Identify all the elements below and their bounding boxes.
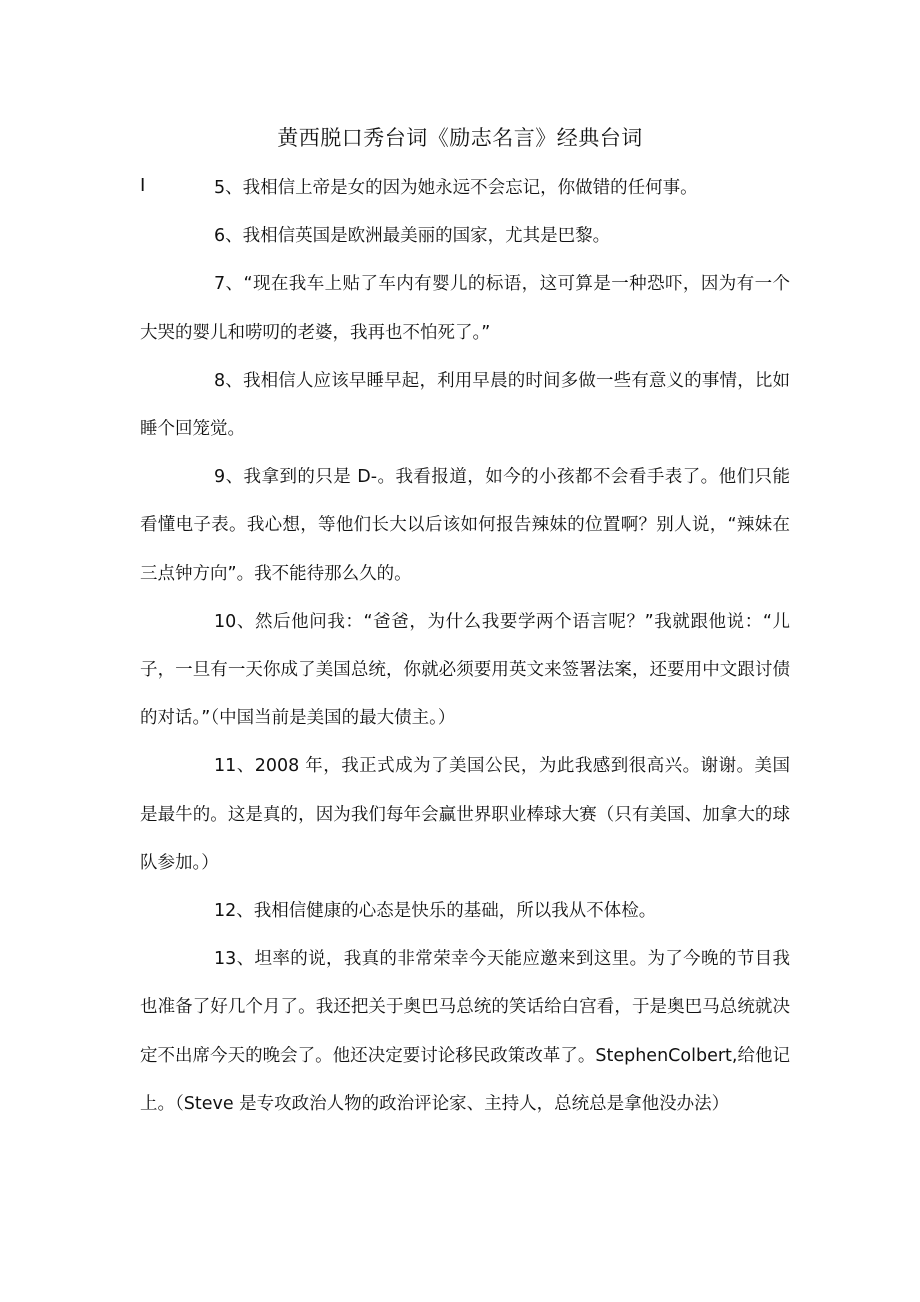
- paragraph-7: 7、“现在我车上贴了车内有婴儿的标语，这可算是一种恐吓，因为有一个大哭的婴儿和唠叨的老婆，我再也不怕死了。”: [140, 274, 790, 343]
- margin-mark: I: [140, 175, 146, 196]
- document-body: [140, 164, 790, 1128]
- paragraph-11: 11、2008 年，我正式成为了美国公民，为此我感到很高兴。谢谢。美国是最牛的。这是真的，因为我们每年会赢世界职业棒球大赛（只有美国、加拿大的球队参加。）: [140, 756, 790, 873]
- paragraph-6: 6、我相信英国是欧洲最美丽的国家，尤其是巴黎。: [214, 226, 611, 247]
- paragraph-10: 10、然后他问我：“爸爸，为什么我要学两个语言呢？”我就跟他说：“儿子，一旦有一天你成了美国总统，你就必须要用英文来签署法案，还要用中文跟讨债的对话。”（中国当前是美国的最大债主。）: [140, 611, 790, 729]
- paragraph-9: 9、我拿到的只是 D-。我看报道，如今的小孩都不会看手表了。他们只能看懂电子表。我心想，等他们长大以后该如何报告辣妹的位置啊？别人说，“辣妹在三点钟方向”。我不能待那么久的。: [140, 467, 790, 584]
- paragraph-5: 5、我相信上帝是女的因为她永远不会忘记，你做错的任何事。: [214, 178, 698, 198]
- document-title: 黄西脱口秀台词《励志名言》经典台词: [277, 126, 643, 150]
- paragraph-13: 13、坦率的说，我真的非常荣幸今天能应邀来到这里。为了今晚的节目我也准备了好几个月了。我还把关于奥巴马总统的笑话给白宫看，于是奥巴马总统就决定不出席今天的晚会了。他还决定要讨论移民政策改革了。StephenColbert,给他记上。（Steve 是专攻政治人物的政治评论家、主持人，总统总是拿他没办法）: [140, 949, 790, 1114]
- paragraph-8: 8、我相信人应该早睡早起，利用早晨的时间多做一些有意义的事情，比如睡个回笼觉。: [140, 370, 790, 440]
- paragraph-12: 12、我相信健康的心态是快乐的基础，所以我从不体检。: [214, 901, 657, 922]
